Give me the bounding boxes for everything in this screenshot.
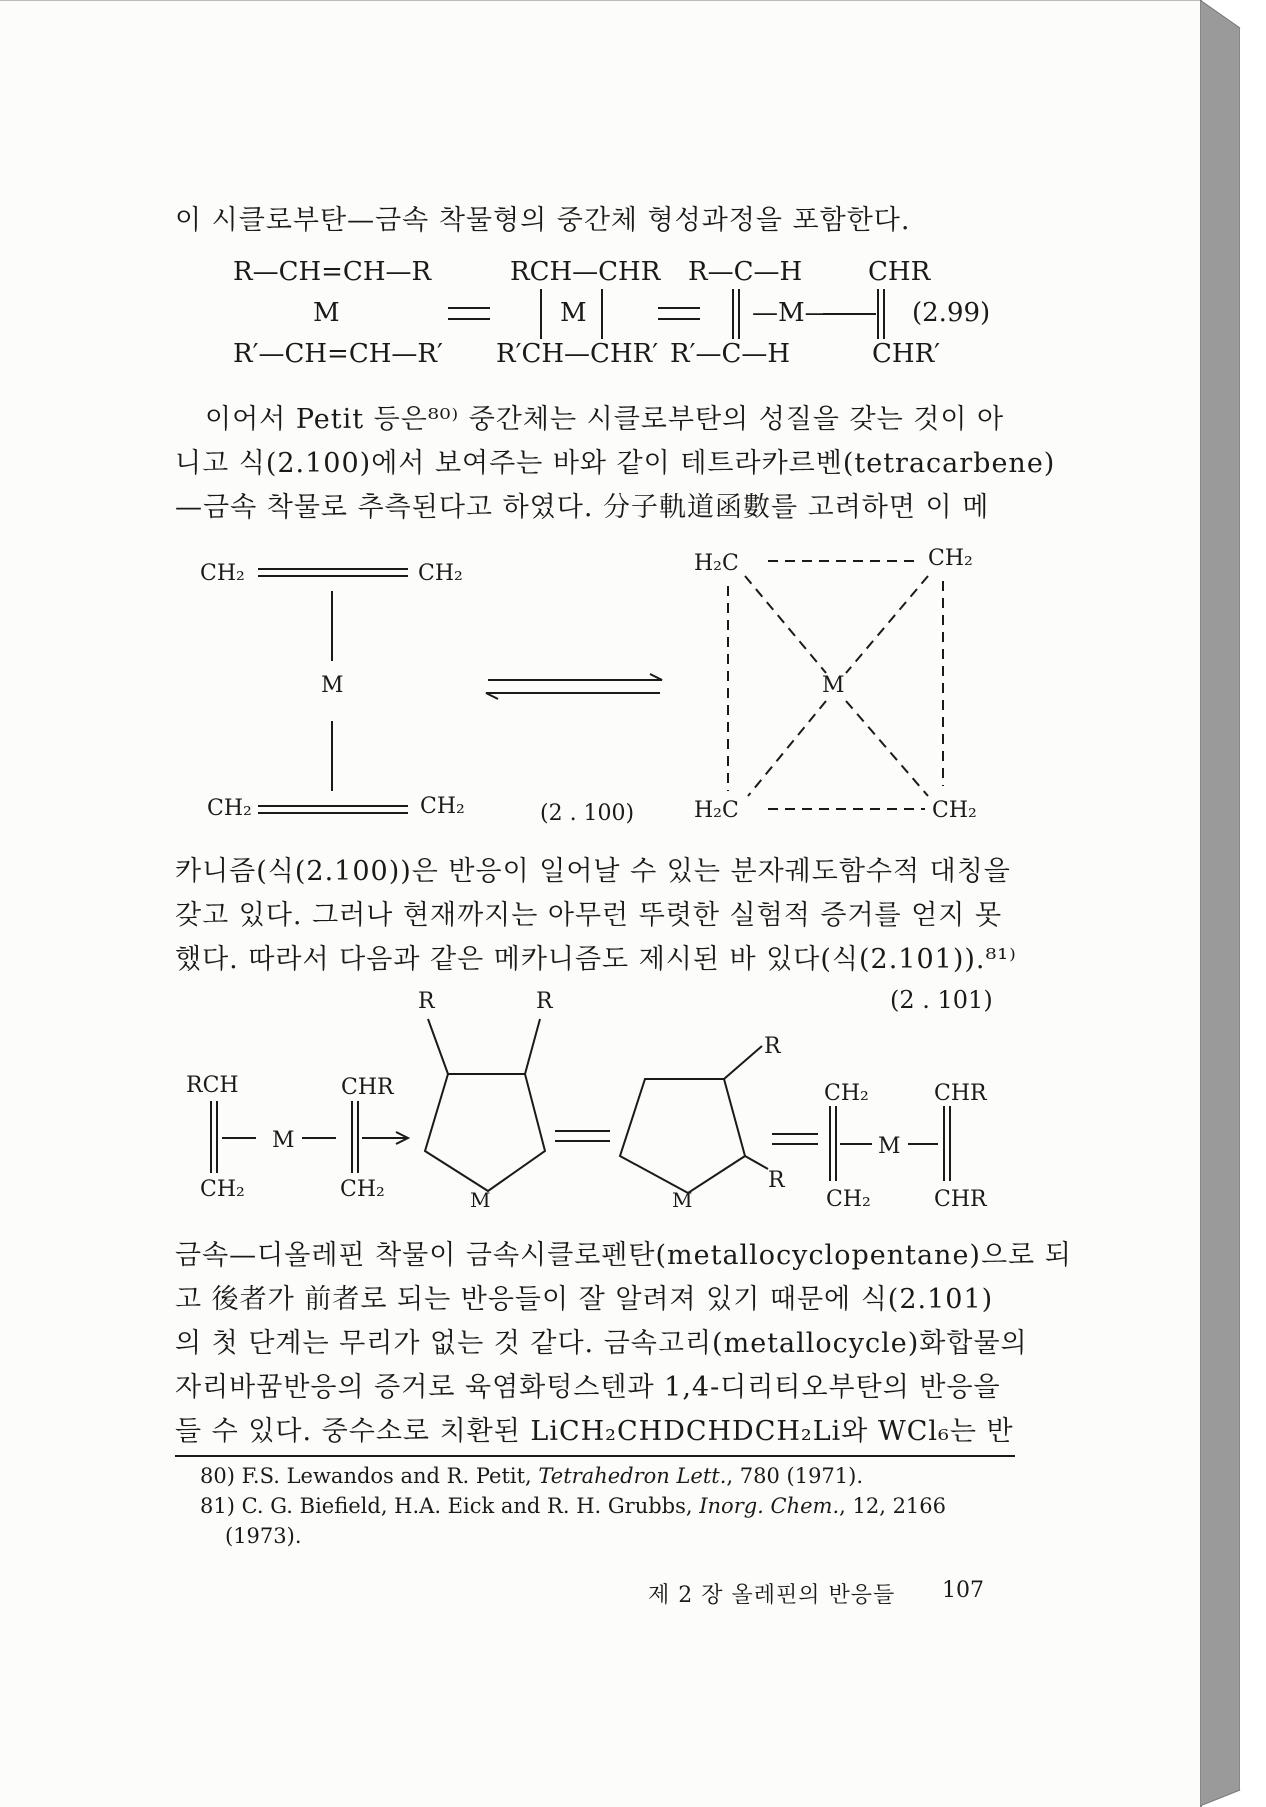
eq2101-r-2: R [536, 989, 553, 1014]
footnote-80-ref: , 780 (1971). [726, 1464, 864, 1488]
paragraph-4-line-5: 들 수 있다. 중수소로 치환된 LiCH₂CHDCHDCH₂Li와 WCl₆는 반 [175, 1416, 1014, 1447]
eq299-left-top: R—CH=CH—R [233, 257, 432, 287]
footnote-81 [200, 1494, 946, 1518]
eq2101-r-1: R [418, 989, 435, 1014]
eq299-far-bottom: CHR′ [872, 339, 941, 369]
running-footer-chapter: 제 2 장 올레핀의 반응들 [648, 1583, 896, 1608]
eq2101-chr-c: CHR [934, 1187, 987, 1212]
eq2100-right-tl: H₂C [694, 551, 739, 576]
eq2101-ring-2 [620, 1079, 745, 1193]
paragraph-3-line-1: 카니즘(식(2.100))은 반응이 일어날 수 있는 분자궤도함수적 대칭을 [175, 856, 1011, 887]
page-edge [1200, 0, 1266, 1806]
footnote-81-authors: C. G. Biefield, H.A. Eick and R. H. Grubbs, [241, 1494, 700, 1518]
paragraph-2-line-2: 니고 식(2.100)에서 보여주는 바와 같이 테트라카르벤(tetracarbene) [175, 448, 1056, 479]
eq299-left-bottom: R′—CH=CH—R′ [233, 339, 443, 369]
eq299-right-bottom: R′—C—H [670, 339, 791, 369]
eq2101-m-2: M [470, 1188, 491, 1212]
eq299-left-metal: M [313, 298, 340, 328]
eq2101-m-4: M [878, 1134, 901, 1159]
eq2101-chr-b: CHR [934, 1081, 987, 1106]
eq2101-ring1-sub-1 [428, 1019, 448, 1074]
paragraph-2-line-3: —금속 착물로 추측된다고 하였다. 分子軌道函數를 고려하면 이 메 [175, 492, 990, 523]
eq299-number: (2.99) [912, 298, 991, 328]
footnote-80 [200, 1464, 863, 1488]
eq2100-right-tr: CH₂ [928, 546, 973, 571]
paragraph-4-line-1: 금속—디올레핀 착물이 금속시클로펜탄(metallocyclopentane)으로 되 [175, 1240, 1072, 1271]
eq2100-left-bottom-a: CH₂ [207, 796, 252, 821]
eq299-mid-metal: M [560, 298, 587, 328]
eq2100-left-metal: M [321, 673, 344, 698]
eq2100-number: (2 . 100) [540, 801, 635, 826]
eq2101-ch2-d: CH₂ [826, 1187, 871, 1212]
paragraph-3-line-2: 갖고 있다. 그러나 현재까지는 아무런 뚜렷한 실험적 증거를 얻지 못 [175, 900, 1003, 931]
eq2101-ring2-sub-1 [724, 1046, 762, 1079]
footnote-81-ref: , 12, 2166 [839, 1494, 947, 1518]
eq2100-right-br: CH₂ [932, 798, 977, 823]
eq2101-ch2-c: CH₂ [824, 1081, 869, 1106]
footnote-rule [175, 1455, 1015, 1457]
eq2101-r-3: R [764, 1034, 781, 1059]
eq2101-number: (2 . 101) [890, 986, 993, 1014]
paragraph-3-line-3: 했다. 따라서 다음과 같은 메카니즘도 제시된 바 있다(식(2.101)).⁸¹⁾ [175, 944, 1017, 975]
eq2101-ch2-b: CH₂ [340, 1177, 385, 1202]
eq2101-rch: RCH [186, 1073, 239, 1098]
footnote-81-year: (1973). [225, 1524, 302, 1548]
eq2101-chr-a: CHR [341, 1075, 394, 1100]
eq299-right-top: R—C—H [688, 257, 803, 287]
footnote-80-authors: F.S. Lewandos and R. Petit, [241, 1464, 539, 1488]
eq2100-right-bl: H₂C [694, 798, 739, 823]
eq299-right-metal: —M— [752, 298, 831, 328]
eq2101-ring2-sub-2 [745, 1156, 768, 1169]
paragraph-4-line-2: 고 後者가 前者로 되는 반응들이 잘 알려져 있기 때문에 식(2.101) [175, 1284, 994, 1315]
eq2101-ring-1 [425, 1074, 545, 1191]
footnote-80-journal: Tetrahedron Lett. [538, 1464, 727, 1488]
eq2100-left-top-b: CH₂ [418, 561, 463, 586]
paragraph-4-line-3: 의 첫 단계는 무리가 없는 것 같다. 금속고리(metallocycle)화합물의 [175, 1328, 1028, 1359]
paragraph-2-line-1: 이어서 Petit 등은⁸⁰⁾ 중간체는 시클로부탄의 성질을 갖는 것이 아 [205, 404, 1005, 435]
footnote-81-number: 81) [200, 1494, 235, 1518]
eq2101-ring1-sub-2 [525, 1019, 540, 1074]
eq2101-ch2-a: CH₂ [200, 1177, 245, 1202]
footnote-80-number: 80) [200, 1464, 235, 1488]
eq2101-m-1: M [272, 1128, 295, 1153]
paragraph-1-line-1: 이 시클로부탄—금속 착물형의 중간체 형성과정을 포함한다. [175, 205, 911, 236]
eq2100-left-top-a: CH₂ [200, 561, 245, 586]
eq2101-m-3: M [672, 1188, 693, 1212]
footnote-81-journal: Inorg. Chem. [699, 1494, 840, 1518]
eq2100-left-bottom-b: CH₂ [420, 794, 465, 819]
eq299-mid-top: RCH—CHR [510, 257, 661, 287]
eq2101-r-4: R [768, 1168, 785, 1193]
page-number: 107 [942, 1578, 984, 1603]
eq299-far-top: CHR [868, 257, 931, 287]
paragraph-4-line-4: 자리바꿈반응의 증거로 육염화텅스텐과 1,4-디리티오부탄의 반응을 [175, 1372, 1001, 1403]
eq2101-bonds [0, 1, 1200, 1241]
eq2100-right-metal: M [822, 673, 845, 698]
eq299-mid-bottom: R′CH—CHR′ [496, 339, 659, 369]
